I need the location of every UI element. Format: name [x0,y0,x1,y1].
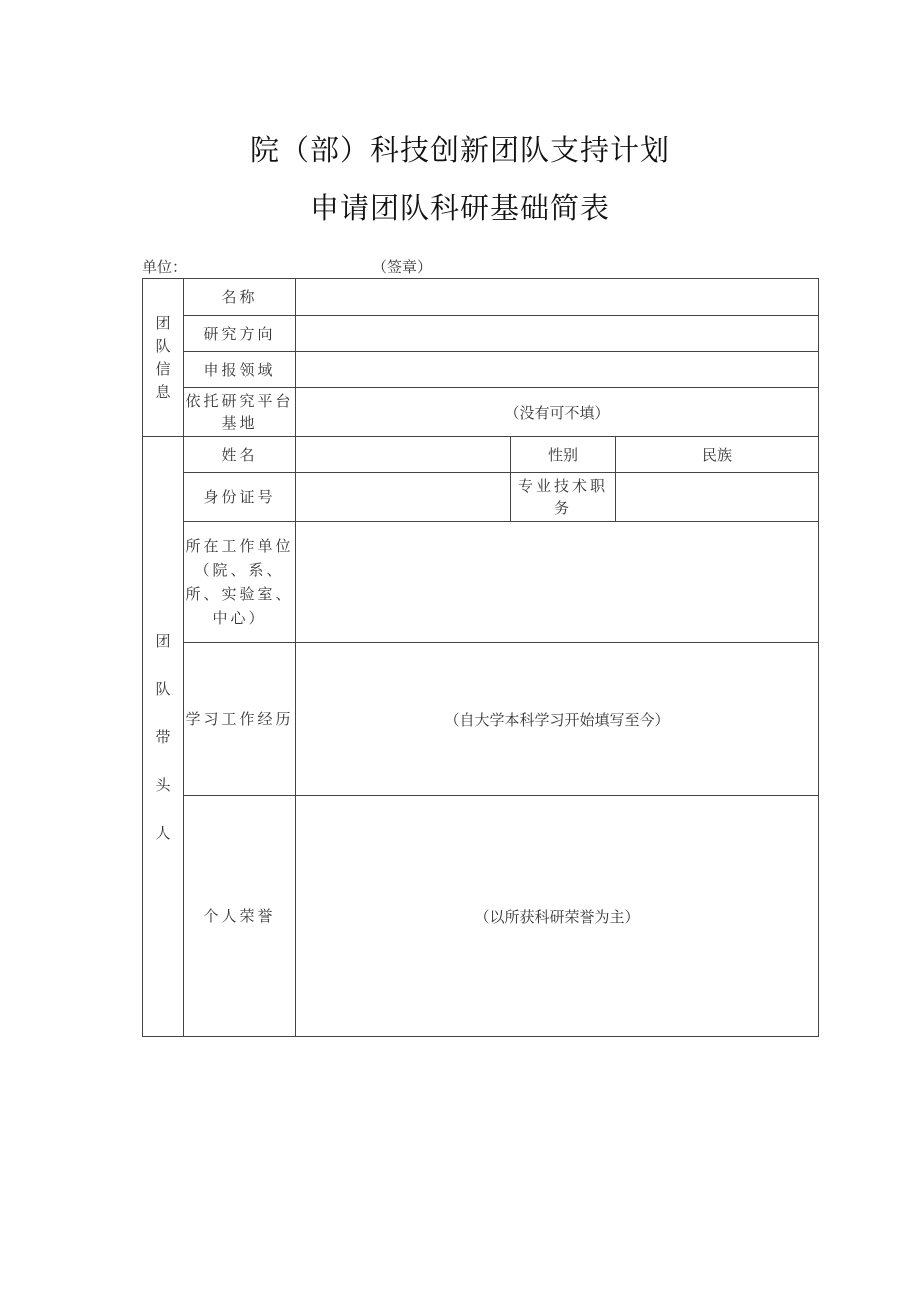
gender-label: 性别 [511,437,616,473]
experience-field[interactable] [296,643,819,796]
honors-label: 个人荣誉 [184,796,296,1037]
professional-title-label: 专业技术职务 [511,473,616,522]
team-info-section-text: 团 队 信 息 [155,313,171,401]
honors-field[interactable] [296,796,819,1037]
platform-base-label: 依托研究平台基地 [184,388,296,437]
seal-label: （签章） [372,258,433,276]
workplace-field[interactable] [296,522,819,643]
platform-base-field[interactable] [296,388,819,437]
application-field-field[interactable] [296,352,819,388]
experience-label: 学习工作经历 [184,643,296,796]
ethnicity-label: 民族 [616,437,819,473]
team-name-label: 名称 [184,279,296,316]
research-direction-label: 研究方向 [184,316,296,352]
workplace-label: 所在工作单位（院、系、所、实验室、中心） [184,522,296,643]
research-direction-field[interactable] [296,316,819,352]
page-subtitle: 申请团队科研基础简表 [309,191,610,225]
team-info-section-label [143,279,184,437]
experience-hint: （自大学本科学习开始填写至今） [444,710,670,729]
application-form-table [142,278,819,1037]
team-leader-section-text: 团 队 带 头 人 [155,631,171,842]
professional-title-field[interactable] [616,473,819,522]
leader-name-field[interactable] [296,437,511,473]
honors-hint: （以所获科研荣誉为主） [474,907,640,926]
id-number-field[interactable] [296,473,511,522]
team-leader-section-label [143,437,184,1037]
team-name-field[interactable] [296,279,819,316]
application-field-label: 申报领域 [184,352,296,388]
platform-base-hint: （没有可不填） [504,403,610,422]
unit-line [142,256,433,277]
leader-name-label: 姓名 [184,437,296,473]
page-title: 院（部）科技创新团队支持计划 [249,133,670,167]
id-number-label: 身份证号 [184,473,296,522]
unit-label: 单位： [142,258,188,276]
